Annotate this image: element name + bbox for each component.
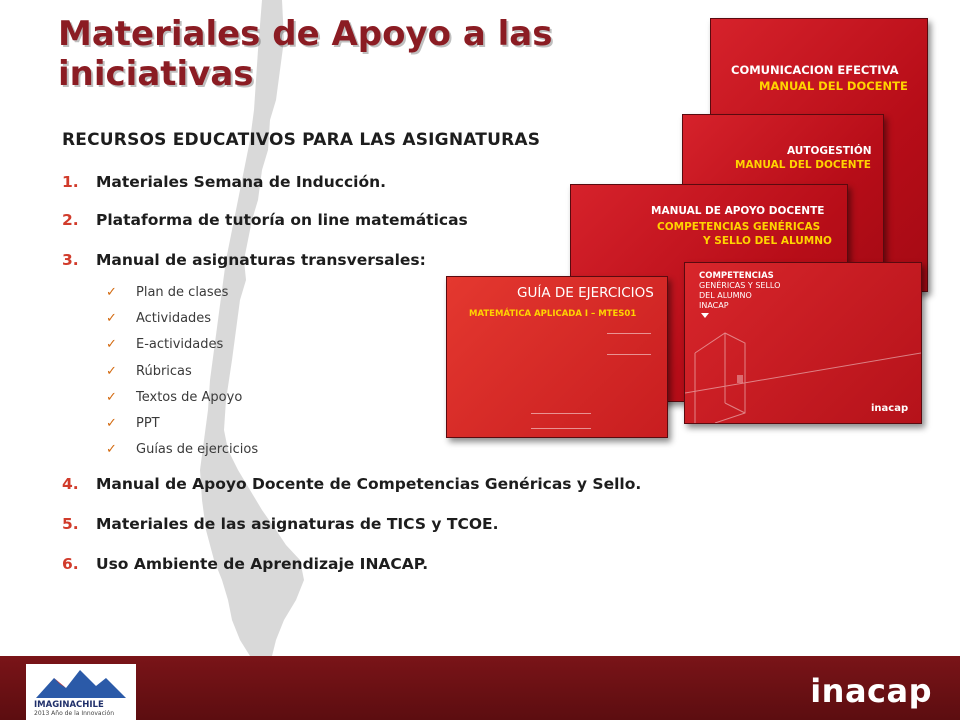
checkmark-icon: ✓ (106, 442, 117, 458)
book-subtitle: COMPETENCIAS GENÉRICAS (657, 221, 821, 233)
list-item (62, 210, 468, 230)
footer-lines (531, 413, 591, 429)
section-heading: RECURSOS EDUCATIVOS PARA LAS ASIGNATURAS (62, 130, 541, 150)
list-item (62, 172, 468, 192)
sub-list-item (106, 388, 258, 414)
book-cover-competencias (684, 262, 922, 424)
book-subtitle: MATEMÁTICA APLICADA I – MTES01 (469, 309, 637, 319)
list-item (62, 554, 641, 574)
list-number: 6. (62, 555, 79, 573)
checkmark-icon: ✓ (106, 285, 117, 300)
sub-list-item (106, 440, 258, 466)
book-title: MANUAL DE APOYO DOCENTE (651, 205, 825, 217)
book-title: COMUNICACION EFECTIVA (731, 63, 899, 77)
book-title: GUÍA DE EJERCICIOS (517, 285, 654, 301)
list-item (62, 474, 641, 494)
author-lines (607, 333, 651, 355)
list-item (62, 514, 641, 534)
list-text: Plataforma de tutoría on line matemáticas (96, 211, 468, 229)
sub-list-text: Plan de clases (136, 285, 229, 300)
book-title: AUTOGESTIÓN (787, 145, 872, 157)
mountain-logo-icon (26, 664, 136, 704)
book-subtitle: MANUAL DEL DOCENTE (735, 159, 871, 171)
sub-list-text: Guías de ejercicios (136, 442, 259, 458)
checkmark-icon: ✓ (106, 337, 117, 353)
list-text: Manual de asignaturas transversales: (96, 251, 426, 269)
checkmark-icon: ✓ (106, 415, 117, 431)
sub-resource-list (106, 283, 258, 466)
triangle-icon (701, 313, 709, 318)
sub-list-item (106, 283, 258, 309)
list-text: Materiales Semana de Inducción. (96, 173, 387, 191)
sub-list-item (106, 414, 258, 440)
sub-list-item (106, 335, 258, 361)
list-text: Materiales de las asignaturas de TICS y TCOE. (96, 515, 499, 533)
book-cover-guia-ejercicios (446, 276, 668, 438)
checkmark-icon: ✓ (106, 389, 117, 405)
sub-list-text: Rúbricas (136, 363, 192, 379)
book-brand: inacap (871, 403, 909, 414)
list-item (62, 250, 468, 270)
list-text: Manual de Apoyo Docente de Competencias Genéricas y Sello. (96, 475, 642, 493)
list-number: 3. (62, 251, 79, 269)
list-number: 4. (62, 475, 79, 493)
sub-list-text: Actividades (136, 311, 212, 327)
sub-list-item (106, 362, 258, 388)
sub-list-item (106, 309, 258, 335)
sub-list-text: E-actividades (136, 337, 224, 353)
book-title: COMPETENCIAS (699, 271, 774, 281)
resource-list-bottom (62, 474, 641, 574)
book-subtitle-2: DEL ALUMNO (699, 291, 752, 300)
list-number: 1. (62, 173, 79, 191)
sub-list-text: Textos de Apoyo (136, 389, 243, 405)
inacap-logo: inacap (810, 672, 932, 710)
checkmark-icon: ✓ (106, 363, 117, 379)
resource-list-top (62, 172, 468, 270)
list-text: Uso Ambiente de Aprendizaje INACAP. (96, 555, 429, 573)
badge-subtitle: 2013 Año de la Innovación (34, 710, 115, 717)
sub-list-text: PPT (136, 415, 160, 431)
badge-title: IMAGINACHILE (34, 700, 104, 710)
slide-title: Materiales de Apoyo a las iniciativas (58, 14, 553, 94)
book-subtitle-3: INACAP (699, 301, 729, 310)
list-number: 2. (62, 211, 79, 229)
checkmark-icon: ✓ (106, 311, 117, 327)
imaginachile-badge (26, 664, 136, 720)
list-number: 5. (62, 515, 79, 533)
book-subtitle-2: Y SELLO DEL ALUMNO (703, 235, 832, 247)
book-subtitle: MANUAL DEL DOCENTE (759, 79, 908, 93)
book-subtitle: GENÉRICAS Y SELLO (699, 281, 781, 290)
